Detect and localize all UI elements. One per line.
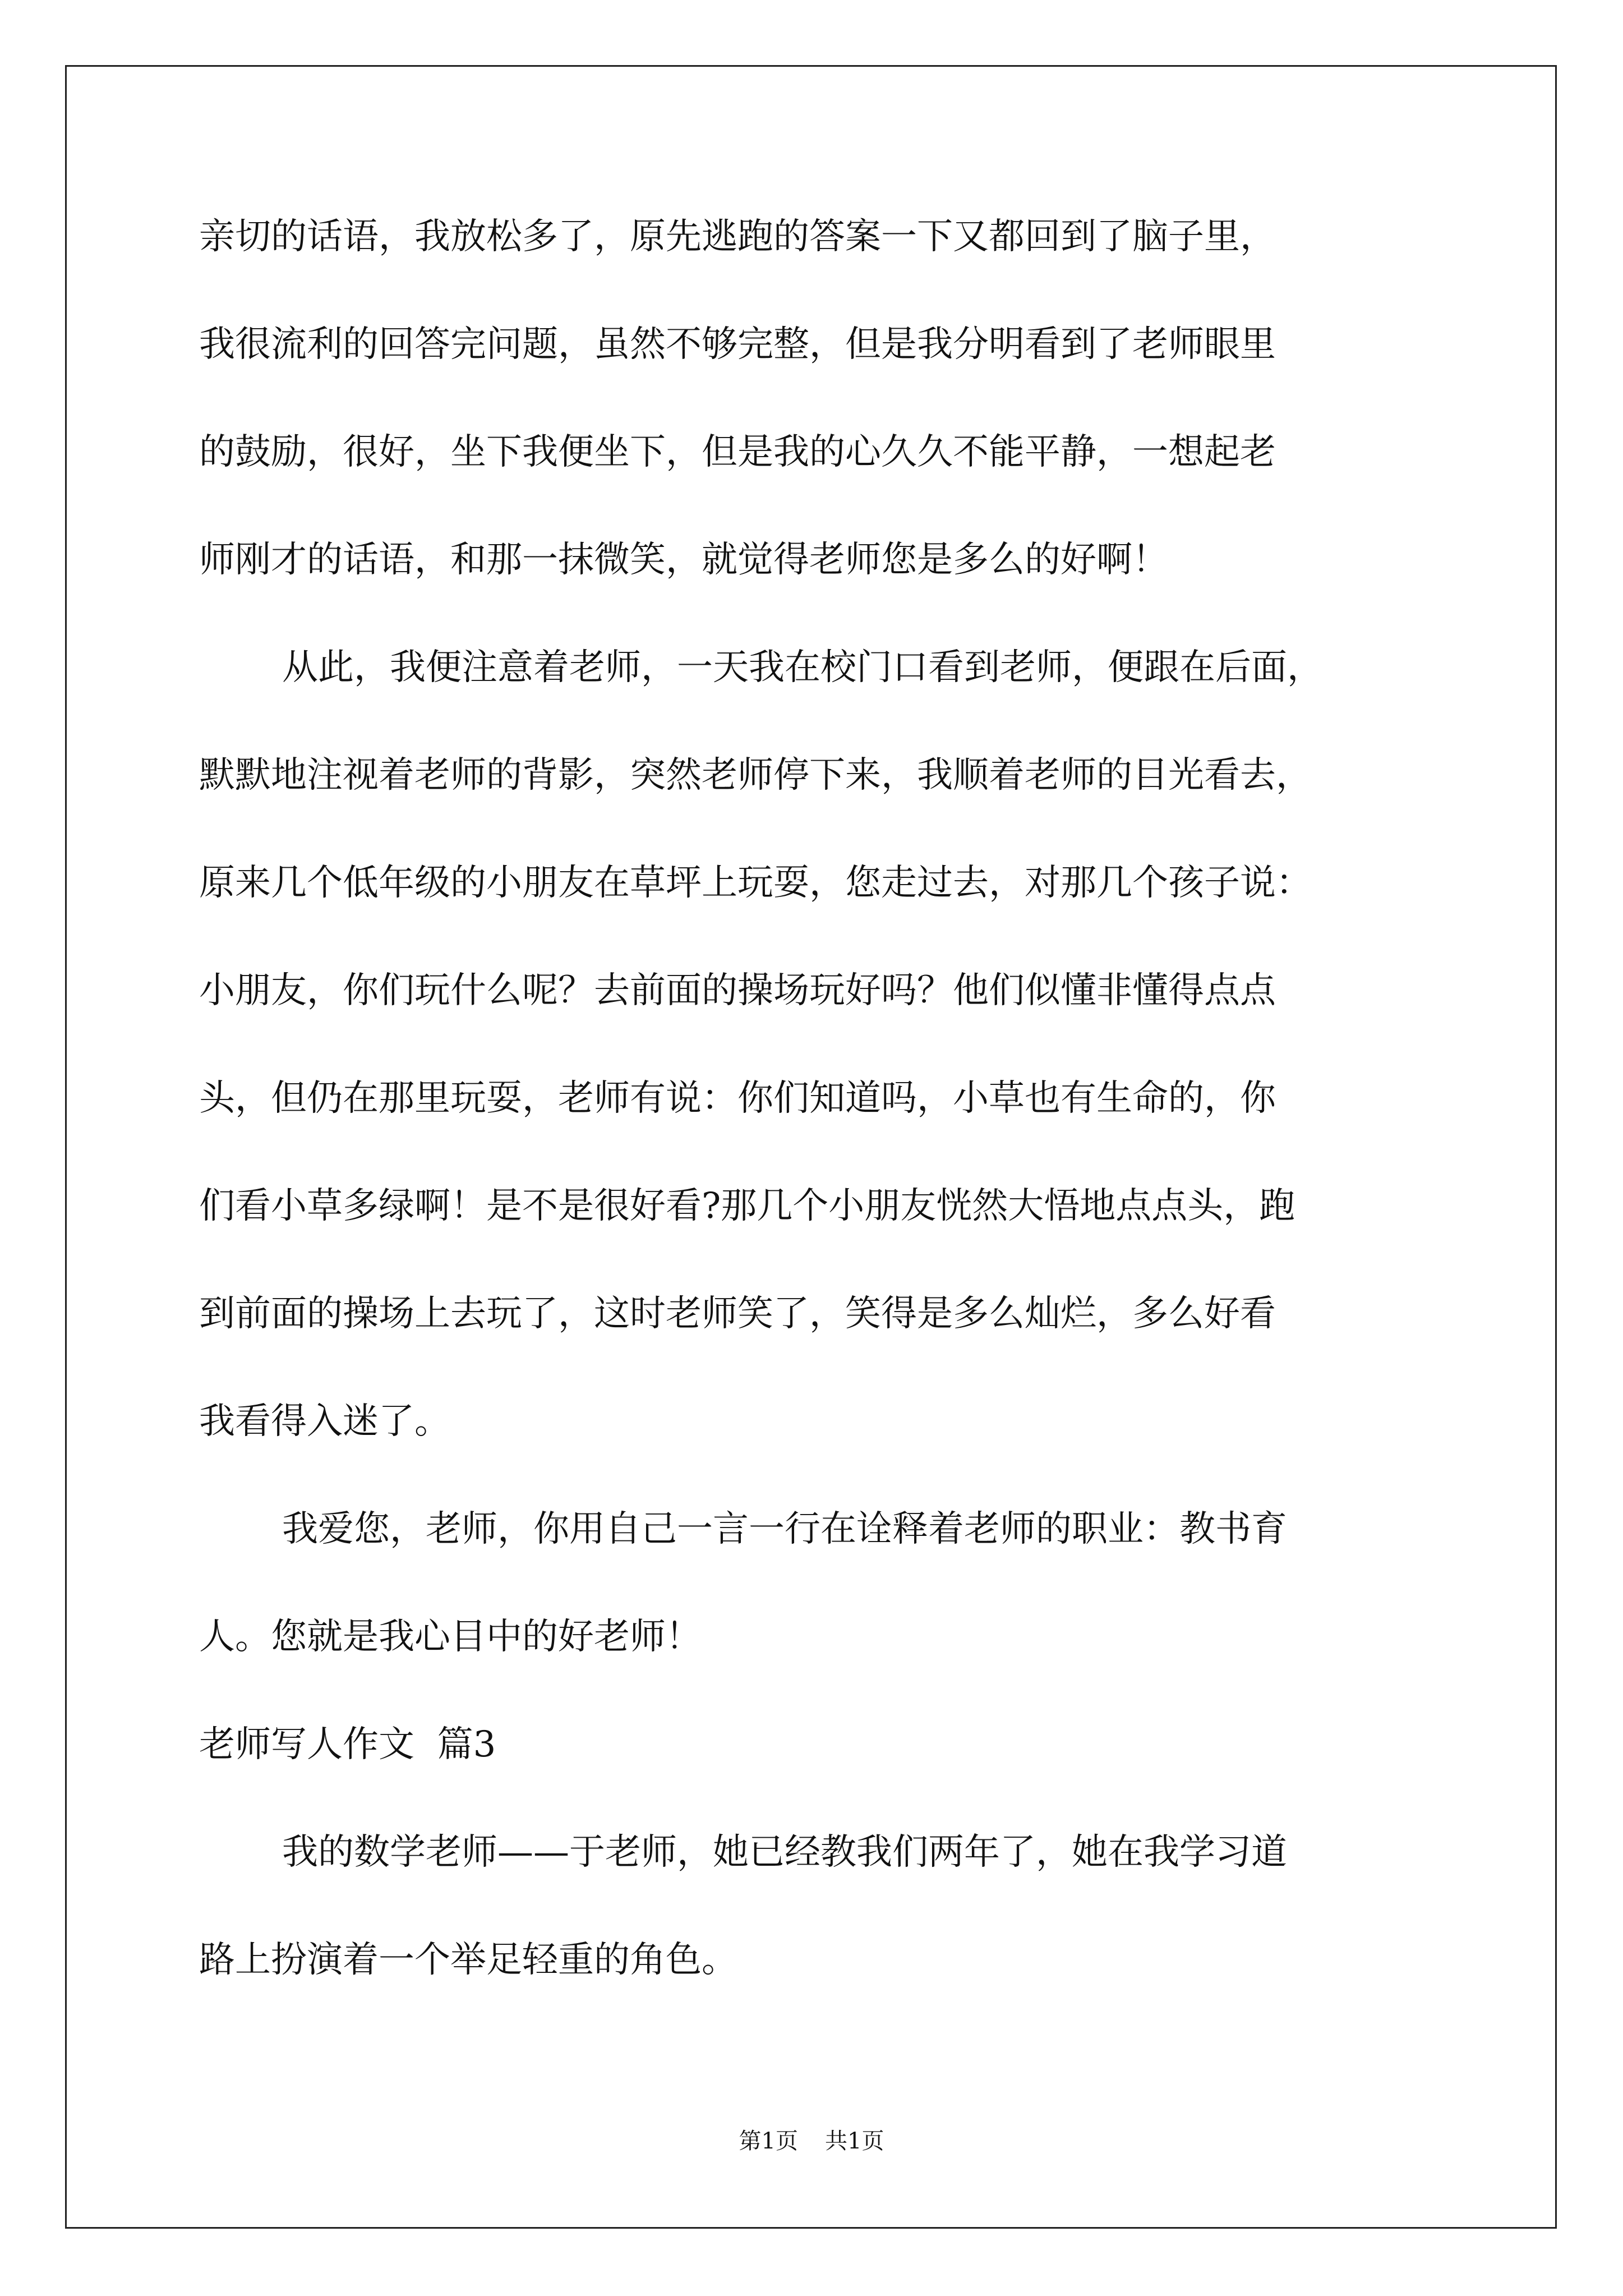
text-line: 我很流利的回答完问题，虽然不够完整，但是我分明看到了老师眼里 xyxy=(199,324,1276,365)
text-line: 原来几个低年级的小朋友在草坪上玩耍，您走过去，对那几个孩子说： xyxy=(199,862,1312,904)
text-line: 路上扮演着一个举足轻重的角色。 xyxy=(199,1939,737,1981)
text-line: 到前面的操场上去玩了，这时老师笑了，笑得是多么灿烂，多么好看 xyxy=(199,1293,1276,1335)
text-line: 师刚才的话语，和那一抹微笑，就觉得老师您是多么的好啊！ xyxy=(199,539,1168,581)
text-line: 人。您就是我心目中的好老师！ xyxy=(199,1616,702,1658)
text-line: 头，但仍在那里玩耍，老师有说：你们知道吗，小草也有生命的，你 xyxy=(199,1078,1276,1119)
text-line: 亲切的话语，我放松多了，原先逃跑的答案一下又都回到了脑子里， xyxy=(199,216,1276,257)
page-footer xyxy=(0,2129,1623,2154)
page-total: 共1页 xyxy=(825,2128,884,2154)
page-number: 第1页 xyxy=(739,2128,798,2154)
text-line: 我爱您，老师，你用自己一言一行在诠释着老师的职业：教书育 xyxy=(282,1508,1287,1550)
text-line: 从此，我便注意着老师，一天我在校门口看到老师，便跟在后面， xyxy=(282,647,1323,688)
text-line: 们看小草多绿啊！是不是很好看?那几个小朋友恍然大悟地点点头，跑 xyxy=(199,1185,1295,1227)
text-line: 小朋友，你们玩什么呢？去前面的操场玩好吗？他们似懂非懂得点点 xyxy=(199,970,1276,1011)
section-heading: 老师写人作文 篇3 xyxy=(199,1724,496,1765)
text-line: 的鼓励，很好，坐下我便坐下，但是我的心久久不能平静，一想起老 xyxy=(199,431,1276,473)
document-body xyxy=(199,216,1433,2050)
text-line: 我看得入迷了。 xyxy=(199,1401,450,1442)
text-line: 我的数学老师——于老师，她已经教我们两年了，她在我学习道 xyxy=(282,1832,1287,1873)
text-line: 默默地注视着老师的背影，突然老师停下来，我顺着老师的目光看去， xyxy=(199,754,1312,796)
